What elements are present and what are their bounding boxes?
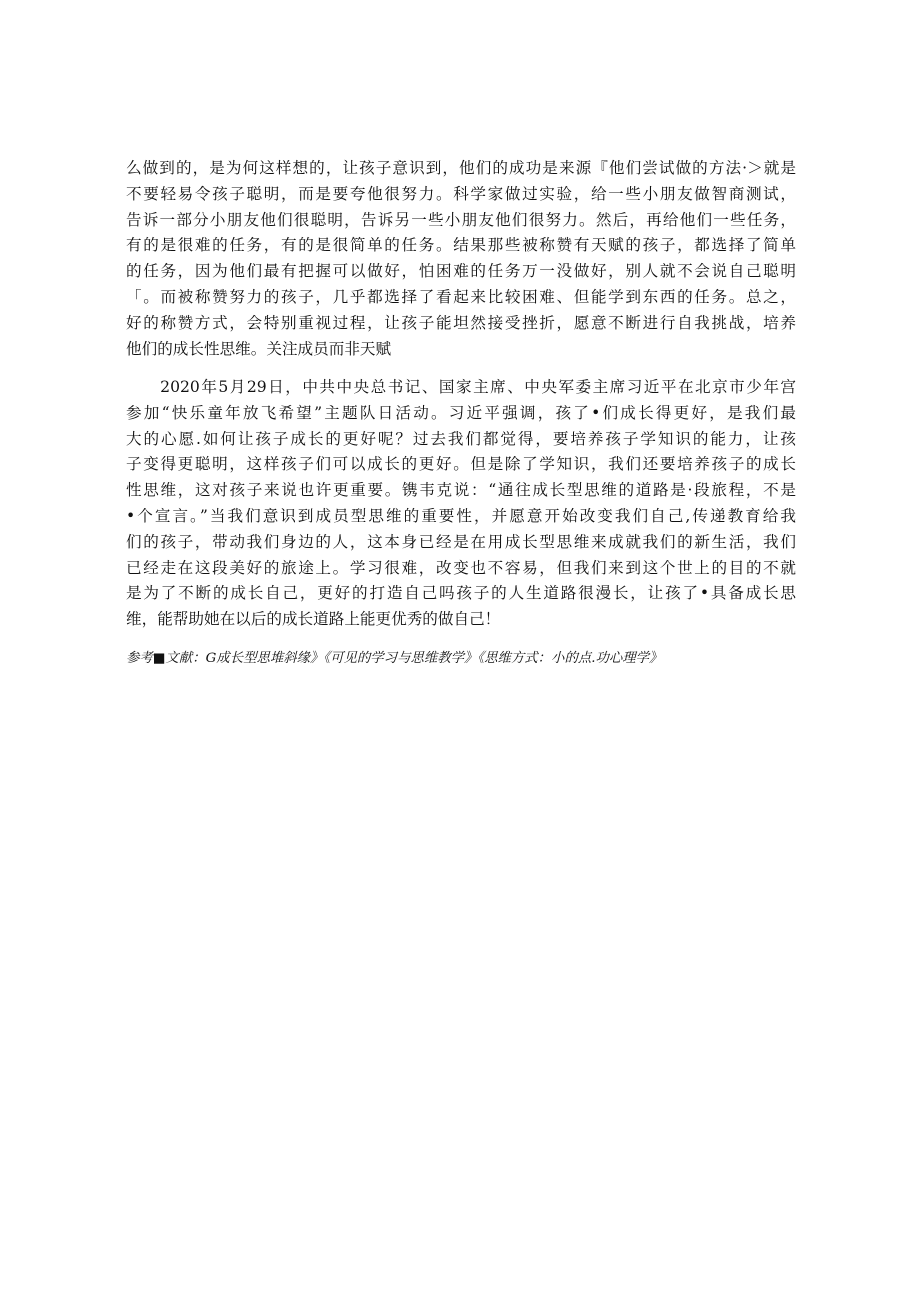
text-line: 子变得更聪明，这样孩子们可以成长的更好。但是除了学知识，我们还要培养孩子的成长 <box>126 455 796 474</box>
paragraph-growth-mindset <box>126 375 796 633</box>
text-line: 性思维，这对孩子来说也许更重要。镌韦克说：“通往成长型思维的道路是·段旅程，不是 <box>126 481 796 500</box>
text-line: 的任务，因为他们最有把握可以做好，怕困难的任务万一没做好，别人就不会说自己聪明 <box>126 262 796 281</box>
text-line: 么做到的，是为何这样想的，让孩子意识到，他们的成功是来源『他们尝试做的方法·＞就是 <box>126 159 796 177</box>
text-line: 已经走在这段美好的旅途上。学习很难，改变也不容易，但我们来到这个世上的目的不就 <box>126 558 796 577</box>
text-line: 不要轻易令孩子聪明，而是要夸他很努力。科学家做过实验，给一些小朋友做智商测试， <box>126 184 796 203</box>
text-line: 2020年5月29日，中共中央总书记、国家主席、中央军委主席习近平在北京市少年宫 <box>126 378 796 396</box>
text-line: 们的孩子，带动我们身边的人，这本身已经是在用成长型思维来成就我们的新生活，我们 <box>126 532 796 551</box>
text-line: 维，能帮助她在以后的成长道路上能更优秀的做自己！ <box>126 610 501 629</box>
text-line: 是为了不断的成长自己，更好的打造自己吗孩子的人生道路很漫长，让孩了•具备成长思 <box>126 584 796 603</box>
text-line: •个宣言。”当我们意识到成员型思维的重要性，并愿意开始改变我们自己,传递教育给我 <box>126 506 796 525</box>
references: 参考■文献：G成长型思堆斜缘》《可见的学习与思维教学》《思维方式：小的点.功心理学》 <box>126 651 663 666</box>
text-line: 他们的成长性思维。关注成员而非天赋 <box>126 339 392 358</box>
paragraph-growth-praise <box>126 156 796 362</box>
text-line: 好的称赞方式，会特别重视过程，让孩子能坦然接受挫折，愿意不断进行自我挑战，培养 <box>126 313 796 332</box>
text-line: 告诉一部分小朋友他们很聪明，告诉另一些小朋友他们很努力。然后，再给他们一些任务， <box>126 210 796 229</box>
text-line: 有的是很难的任务，有的是很简单的任务。结果那些被称赞有天赋的孩子，都选择了简单 <box>126 236 796 255</box>
text-line: 「。而被称赞努力的孩子，几乎都选择了看起来比较困难、但能学到东西的任务。总之， <box>126 287 796 306</box>
text-line: 参加“快乐童年放飞希望”主题队日活动。习近平强调，孩了•们成长得更好，是我们最 <box>126 403 796 422</box>
text-line: 大的心愿.如何让孩子成长的更好呢？过去我们都觉得，要培养孩子学知识的能力，让孩 <box>126 429 796 448</box>
